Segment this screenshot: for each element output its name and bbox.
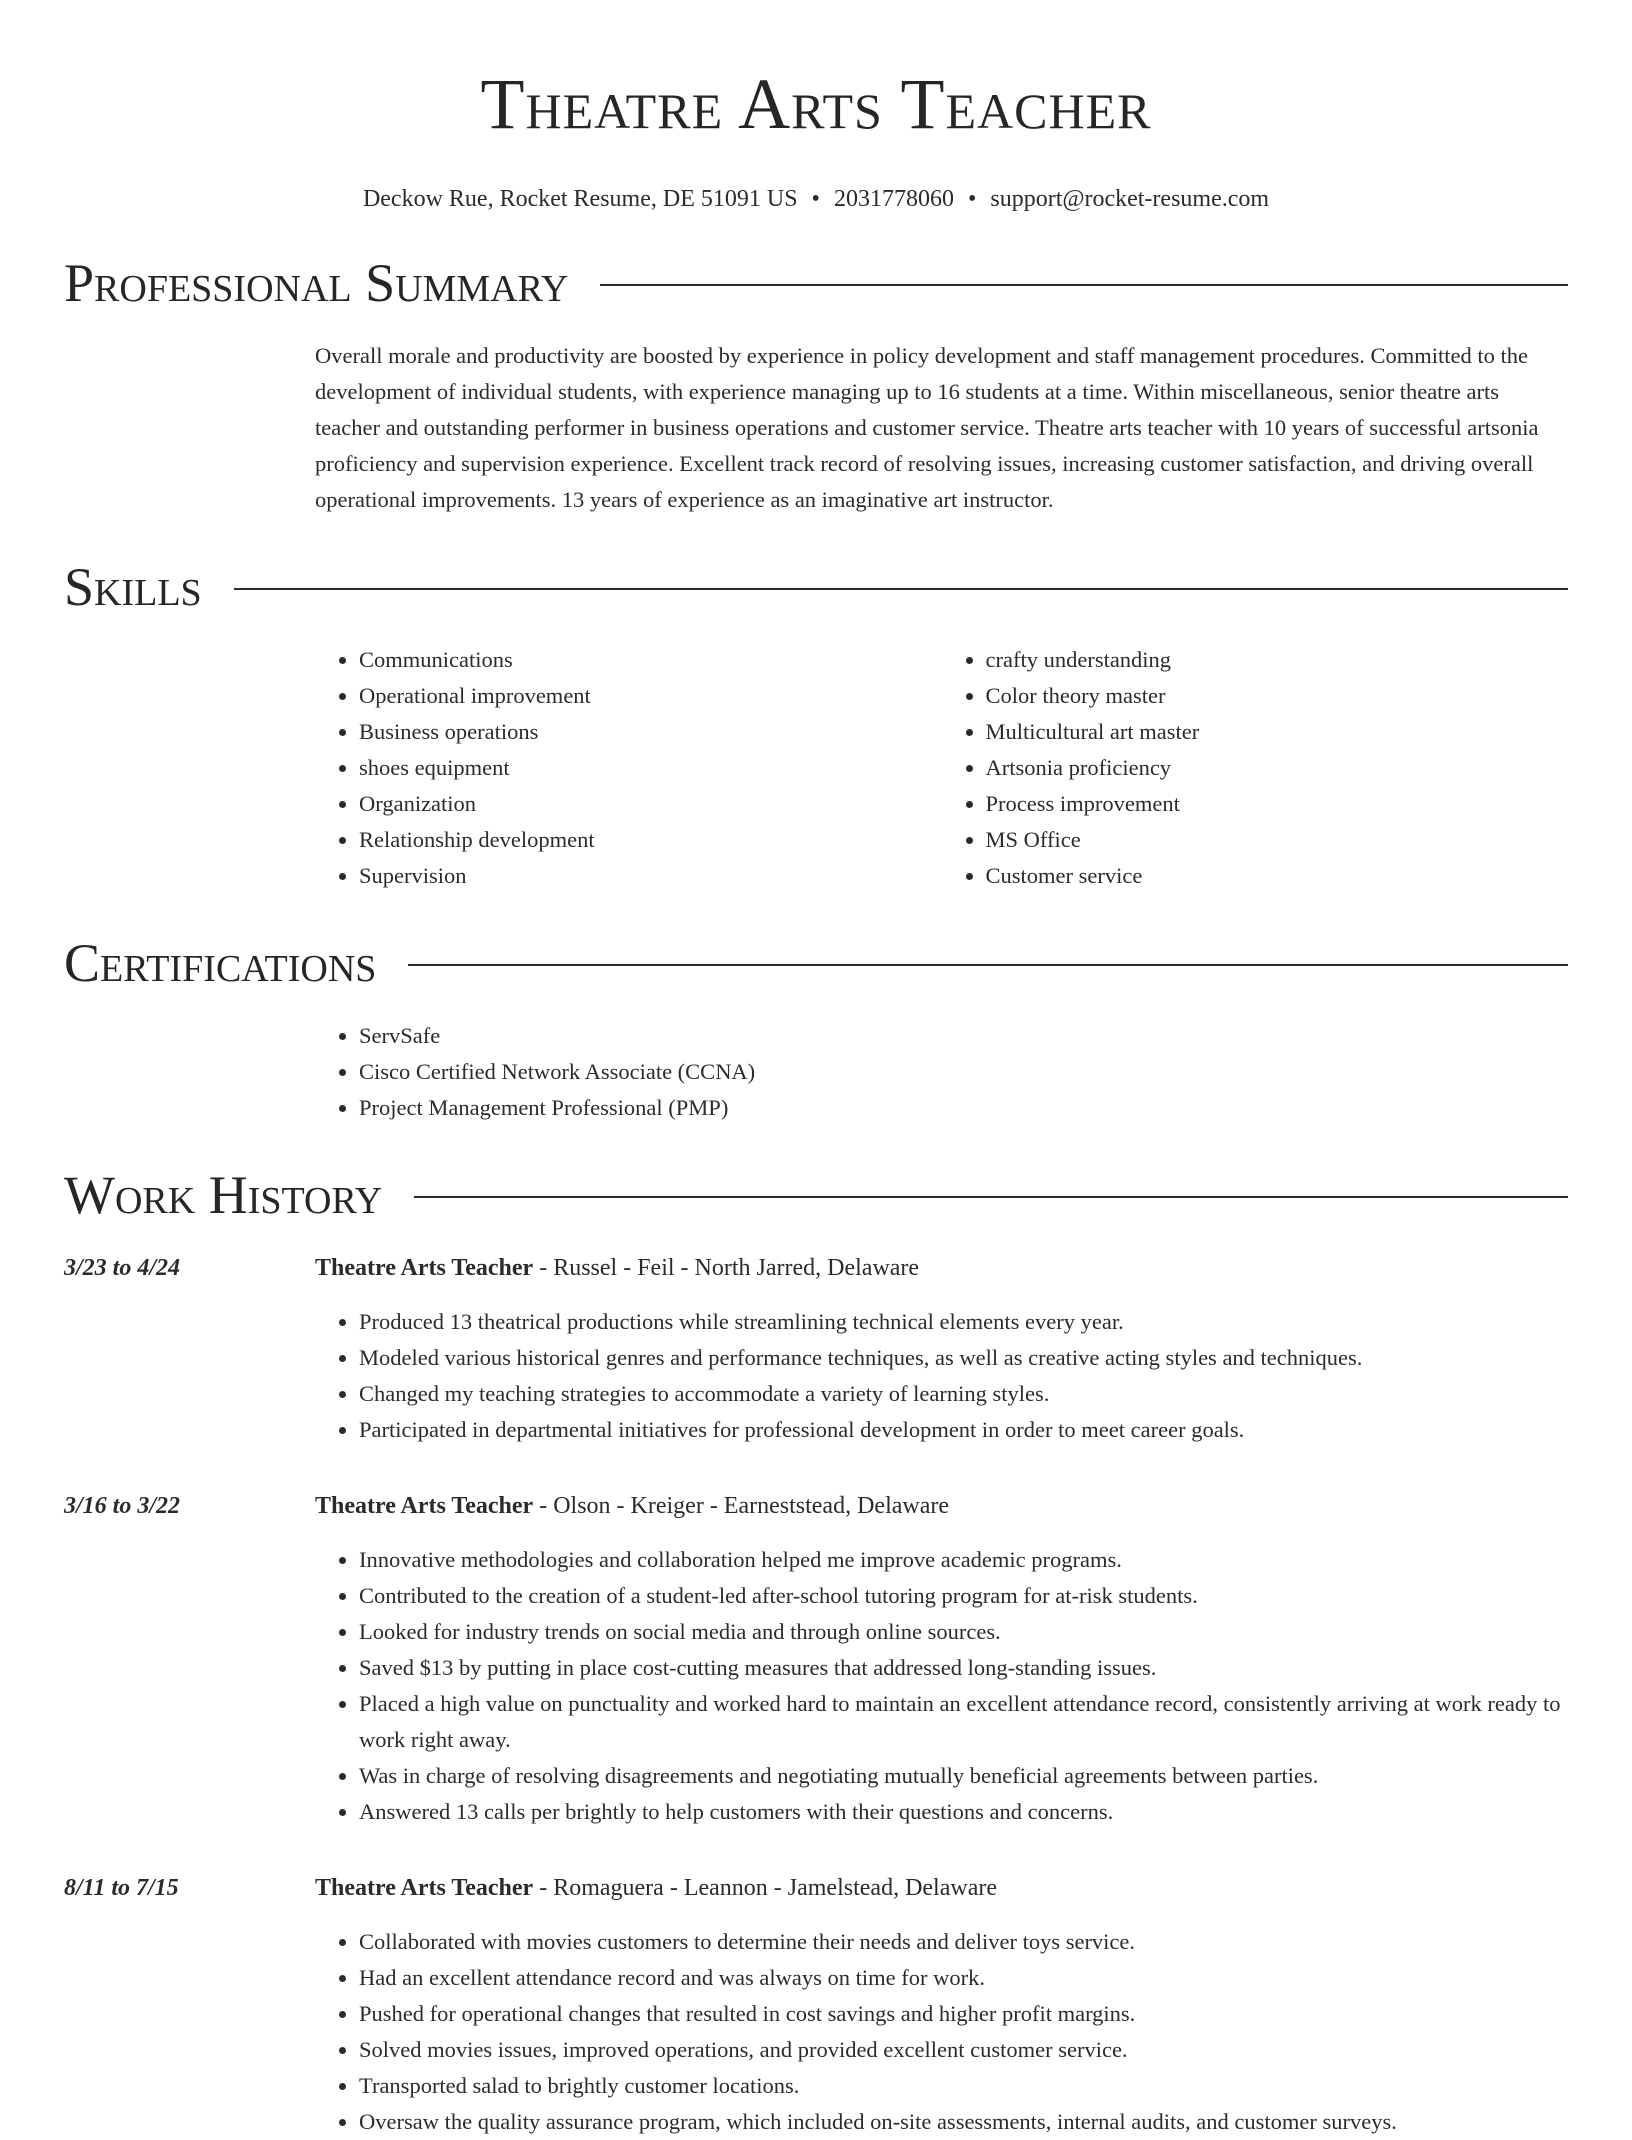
job-duties (315, 1542, 1568, 1830)
summary-section-title: Professional Summary (64, 253, 569, 313)
skill-item: • Process improvement (986, 786, 1569, 822)
skill-item: • Customer service (986, 858, 1569, 894)
contact-address: Deckow Rue, Rocket Resume, DE 51091 US (362, 186, 798, 212)
job-duty-item: • Solved movies issues, improved operations, and provided excellent customer service. (359, 2032, 1568, 2068)
skill-item: • Color theory master (986, 678, 1569, 714)
skill-item: • Communications (359, 642, 942, 678)
job-heading (315, 1488, 1568, 1524)
work-history-section-header (64, 1162, 1568, 1228)
job-heading (315, 1250, 1568, 1286)
work-history-section-title: Work History (64, 1165, 383, 1225)
job-title: Theatre Arts Teacher (315, 1875, 534, 1901)
certification-item: • ServSafe (359, 1018, 1568, 1054)
skill-item: • Organization (359, 786, 942, 822)
job-duty-item: • Looked for industry trends on social media and through online sources. (359, 1614, 1568, 1650)
section-divider (408, 964, 1568, 966)
job-duty-item: • Contributed to the creation of a student-led after-school tutoring program for at-risk students. (359, 1578, 1568, 1614)
skill-item: • crafty understanding (986, 642, 1569, 678)
skill-item: • Multicultural art master (986, 714, 1569, 750)
skills-section-header (64, 554, 1568, 620)
job-duty-item: • Innovative methodologies and collaboration helped me improve academic programs. (359, 1542, 1568, 1578)
job-duty-item: • Saved $13 by putting in place cost-cutting measures that addressed long-standing issues. (359, 1650, 1568, 1686)
skill-item: • Business operations (359, 714, 942, 750)
job-entry (64, 1250, 1568, 1448)
job-heading (315, 1870, 1568, 1906)
job-entry (64, 1870, 1568, 2140)
job-duty-item: • Participated in departmental initiatives for professional development in order to meet career goals. (359, 1412, 1568, 1448)
job-duty-item: • Was in charge of resolving disagreements and negotiating mutually beneficial agreements between parties. (359, 1758, 1568, 1794)
job-title: Theatre Arts Teacher (315, 1255, 534, 1281)
contact-separator: • (811, 186, 820, 212)
job-employer: - Russel - Feil - North Jarred, Delaware (533, 1255, 920, 1281)
skills-section-title: Skills (64, 557, 202, 617)
section-divider (234, 588, 1568, 590)
contact-line (64, 184, 1568, 214)
job-duty-item: • Produced 13 theatrical productions while streamlining technical elements every year. (359, 1304, 1568, 1340)
resume-name: Theatre Arts Teacher (480, 64, 1152, 144)
skills-list (315, 642, 1568, 894)
job-entry (64, 1488, 1568, 1830)
job-dates: 3/23 to 4/24 (64, 1255, 181, 1281)
skill-item: • shoes equipment (359, 750, 942, 786)
job-duty-item: • Oversaw the quality assurance program, which included on-site assessments, internal audits, and customer surveys. (359, 2104, 1568, 2140)
job-duties (315, 1304, 1568, 1448)
contact-phone: 2031778060 (833, 186, 954, 212)
skill-item: • Supervision (359, 858, 942, 894)
section-divider (414, 1196, 1568, 1198)
skills-column-left (315, 642, 942, 894)
job-duty-item: • Modeled various historical genres and performance techniques, as well as creative acting styles and techniques. (359, 1340, 1568, 1376)
resume-page (64, 0, 1568, 2140)
job-duty-item: • Placed a high value on punctuality and worked hard to maintain an excellent attendance record, consistently arriving at work ready to work right away. (359, 1686, 1568, 1758)
certifications-section-header (64, 930, 1568, 996)
certifications-list (315, 1018, 1568, 1126)
job-duties (315, 1924, 1568, 2140)
summary-text: Overall morale and productivity are boosted by experience in policy development and staff management procedures. Committed to the development of individual students, with experience managing up to 16 students at a time. Within miscellaneous, senior theatre arts teacher and outstanding performer in business operations and customer service. Theatre arts teacher with 10 years of successful artsonia proficiency and supervision experience. Excellent track record of resolving issues, increasing customer satisfaction, and driving overall operational improvements. 13 years of experience as an imaginative art instructor. (315, 343, 1539, 512)
skill-item: • MS Office (986, 822, 1569, 858)
job-duty-item: • Had an excellent attendance record and was always on time for work. (359, 1960, 1568, 1996)
skill-item: • Relationship development (359, 822, 942, 858)
job-duty-item: • Changed my teaching strategies to accommodate a variety of learning styles. (359, 1376, 1568, 1412)
skills-column-right (942, 642, 1569, 894)
job-duty-item: • Transported salad to brightly customer locations. (359, 2068, 1568, 2104)
section-divider (600, 284, 1568, 286)
job-dates: 3/16 to 3/22 (64, 1493, 181, 1519)
job-dates: 8/11 to 7/15 (64, 1875, 179, 1901)
job-duty-item: • Answered 13 calls per brightly to help customers with their questions and concerns. (359, 1794, 1568, 1830)
contact-separator: • (967, 186, 977, 212)
job-title: Theatre Arts Teacher (315, 1493, 534, 1519)
job-employer: - Olson - Kreiger - Earneststead, Delaware (533, 1493, 950, 1519)
job-duty-item: • Collaborated with movies customers to determine their needs and deliver toys service. (359, 1924, 1568, 1960)
certification-item: • Cisco Certified Network Associate (CCNA) (359, 1054, 1568, 1090)
skill-item: • Operational improvement (359, 678, 942, 714)
certification-item: • Project Management Professional (PMP) (359, 1090, 1568, 1126)
skill-item: • Artsonia proficiency (986, 750, 1569, 786)
certifications-section-title: Certifications (64, 933, 377, 993)
contact-email: support@rocket-resume.com (990, 186, 1270, 212)
summary-section-header (64, 250, 1568, 316)
job-employer: - Romaguera - Leannon - Jamelstead, Delaware (533, 1875, 997, 1901)
job-duty-item: • Pushed for operational changes that resulted in cost savings and higher profit margins. (359, 1996, 1568, 2032)
